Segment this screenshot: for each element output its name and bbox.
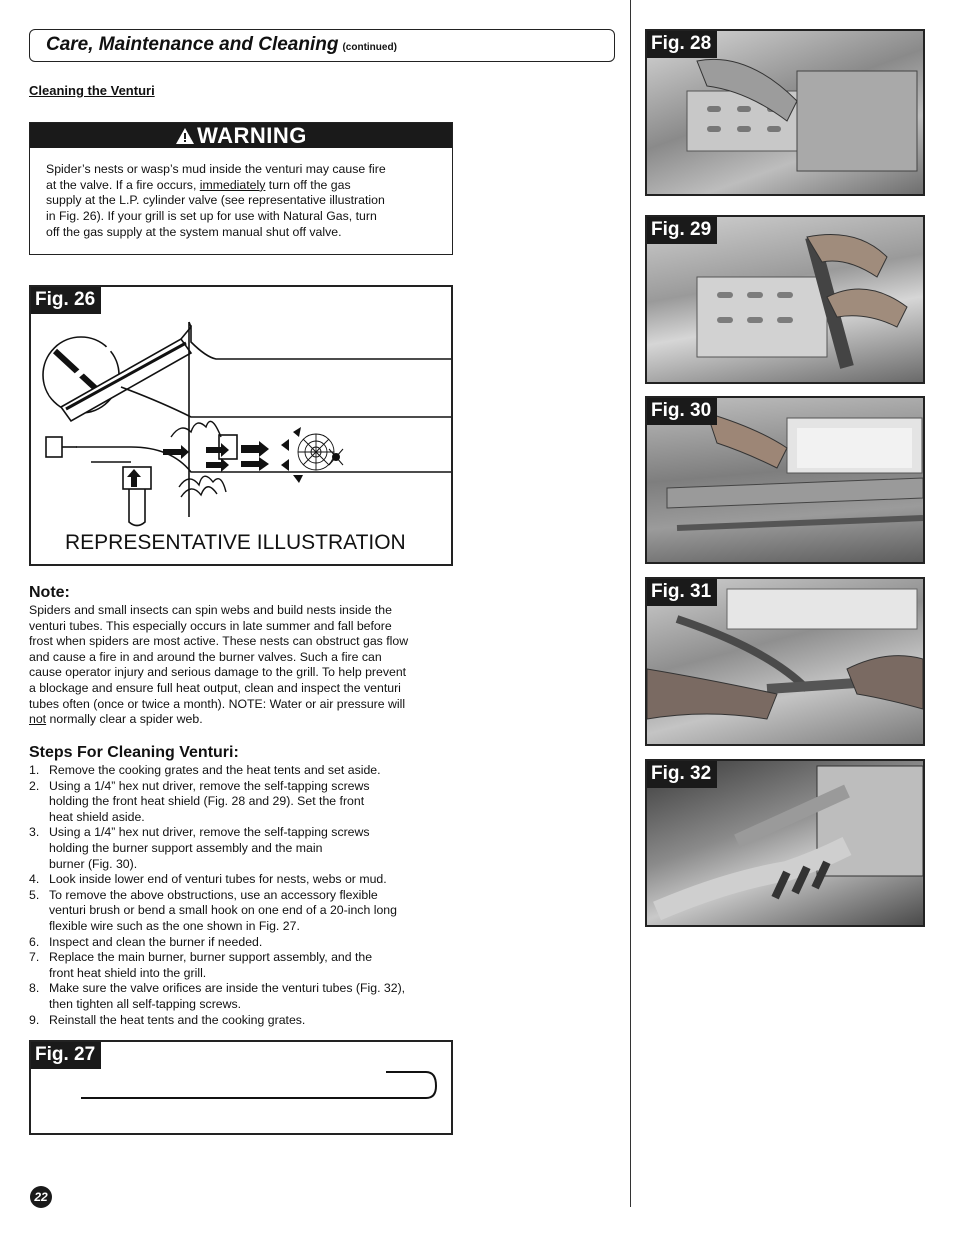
figure-31-photo — [645, 577, 925, 746]
figure-26-label: Fig. 26 — [31, 287, 101, 314]
page-number: 22 — [30, 1186, 52, 1208]
figure-30-photo — [645, 396, 925, 564]
figure-32-photo — [645, 759, 925, 927]
list-item: 1. Remove the cooking grates and the heat tents and set aside. — [29, 763, 381, 777]
warning-text: Spider’s nests or wasp’s mud inside the venturi may cause fire at the valve. If a fire occurs, immediately turn off the gas supply at the L.P. cylinder valve (see representative illustration in Fig. 26). If your grill is set up for use with Natural Gas, turn off the gas supply at the system manual shut off valve. — [46, 162, 386, 239]
note-text: Spiders and small insects can spin webs and build nests inside the venturi tubes. This especially occurs in late summer and fall before frost when spiders are most active. These nests can obstruct gas flow and cause a fire in and around the burner valves. Such a fire can cause operator injury and serious damage to the grill. To help prevent a blockage and ensure full heat output, clean and inspect the venturi tubes often (once or twice a month). NOTE: Water or air pressure will not normally clear a spider web. — [29, 603, 409, 727]
warning-banner — [30, 123, 452, 148]
venturi-illustration — [31, 287, 451, 564]
steps-heading: Steps For Cleaning Venturi: — [29, 744, 239, 761]
figure-28-photo — [645, 29, 925, 196]
figure-29-photo — [645, 215, 925, 384]
figure-27-label: Fig. 27 — [31, 1042, 101, 1069]
figure-29-label: Fig. 29 — [647, 217, 717, 244]
figure-31-label: Fig. 31 — [647, 579, 717, 606]
figure-32-label: Fig. 32 — [647, 761, 717, 788]
figure-28-label: Fig. 28 — [647, 31, 717, 58]
illustration-caption: REPRESENTATIVE ILLUSTRATION — [65, 531, 406, 554]
note-heading: Note: — [29, 584, 70, 601]
list-item: 5. To remove the above obstructions, use an accessory flexible venturi brush or bend a small hook on one end of a 20-inch long flexible wire such as the one shown in Fig. 27. — [29, 887, 397, 933]
warning-box — [29, 122, 453, 255]
list-item: 4. Look inside lower end of venturi tubes for nests, webs or mud. — [29, 872, 387, 887]
list-item: 2. Using a 1/4” hex nut driver, remove the self-tapping screws holding the front heat shield (Fig. 28 and 29). Set the front heat shield aside. — [29, 778, 370, 824]
continued-label: (continued) — [342, 42, 397, 53]
section-header — [29, 29, 615, 62]
figure-26 — [29, 285, 453, 566]
subheading: Cleaning the Venturi — [29, 83, 155, 98]
list-item: 7. Replace the main burner, burner support assembly, and the front heat shield into the grill. — [29, 950, 373, 980]
warning-triangle-icon — [175, 127, 195, 145]
list-item: 8. Make sure the valve orifices are inside the venturi tubes (Fig. 32), then tighten all self-tapping screws. — [29, 981, 406, 1011]
figure-27 — [29, 1040, 453, 1135]
list-item: 3. Using a 1/4” hex nut driver, remove the self-tapping screws holding the burner support assembly and the main burner (Fig. 30). — [29, 825, 370, 871]
list-item: 9. Reinstall the heat tents and the cooking grates. — [29, 1012, 306, 1027]
section-title: Care, Maintenance and Cleaning (continued) — [46, 34, 397, 55]
figure-30-label: Fig. 30 — [647, 398, 717, 425]
list-item: 6. Inspect and clean the burner if needed. — [29, 934, 263, 949]
steps-list — [29, 763, 461, 1028]
warning-title: WARNING — [197, 123, 307, 148]
column-divider — [630, 0, 631, 1207]
